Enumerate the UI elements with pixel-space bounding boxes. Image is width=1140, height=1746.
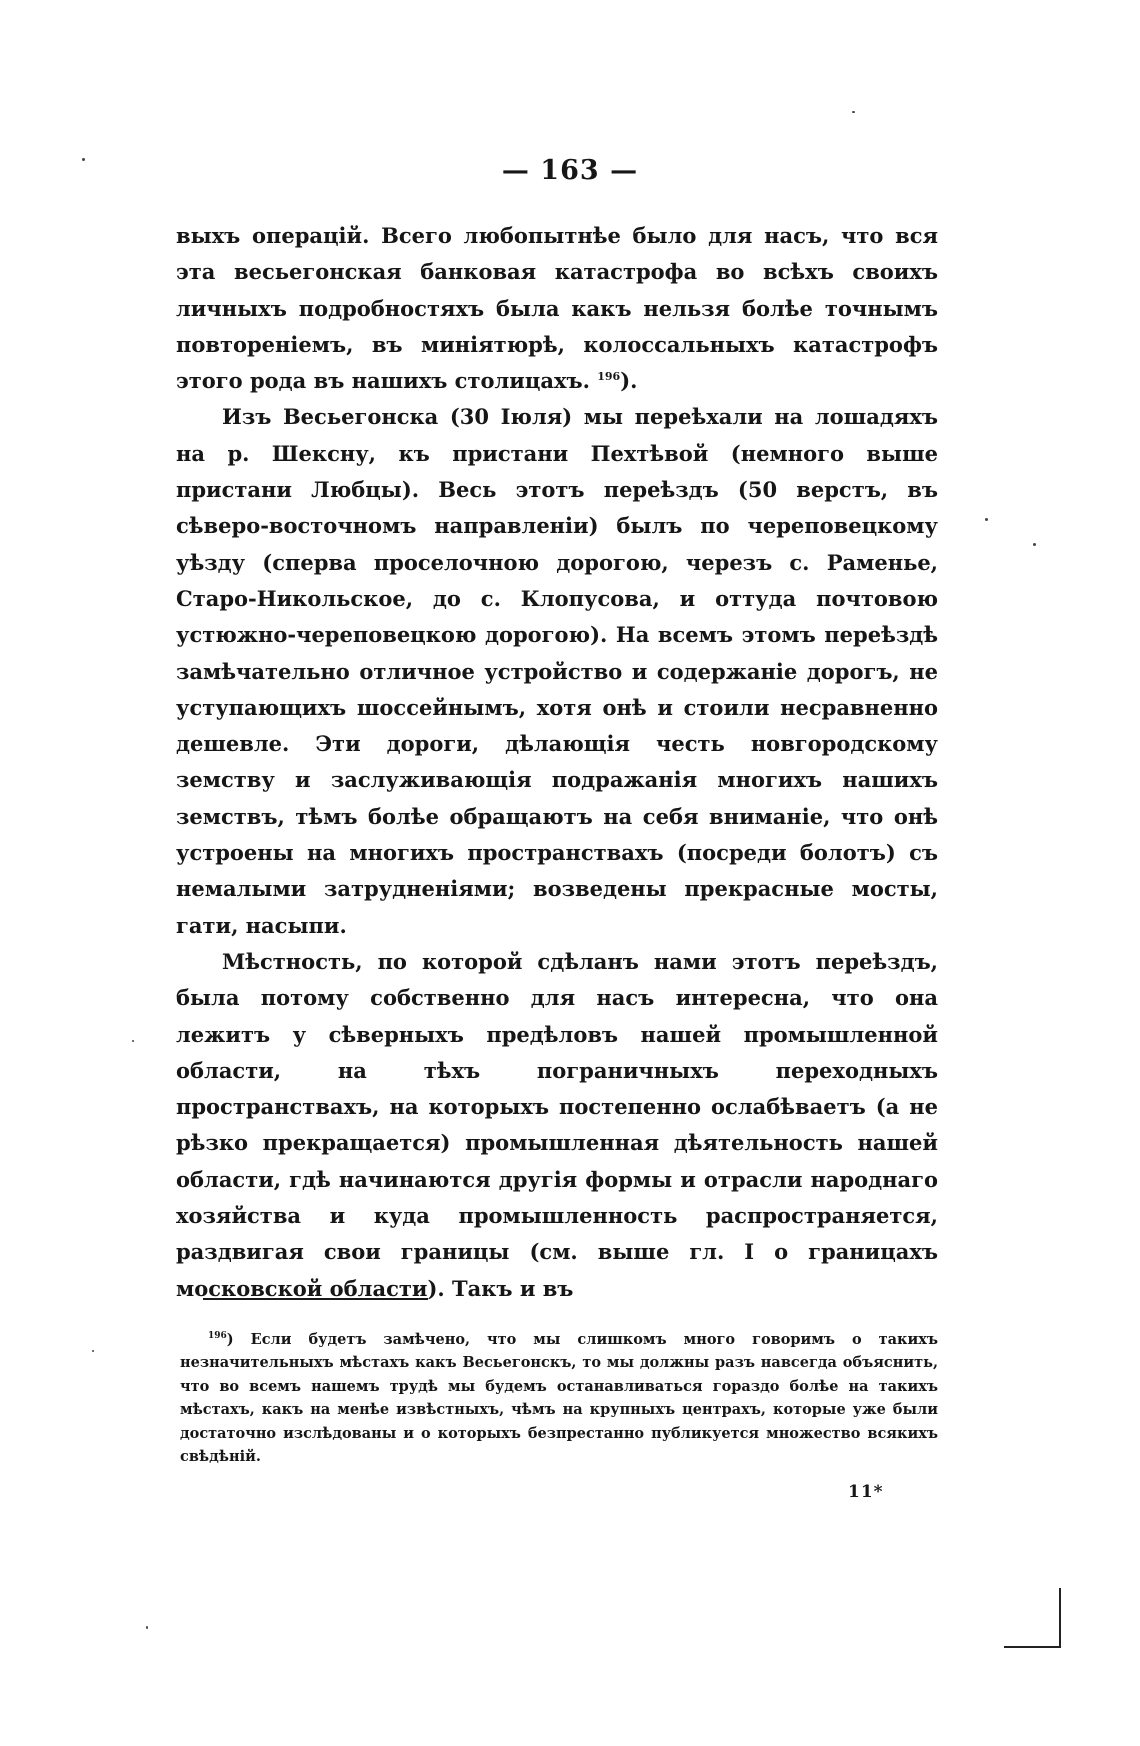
paragraph-3: Мѣстность, по которой сдѣланъ нами этотъ переѣздъ, была потому собственно для насъ интересна, что она лежитъ у сѣверныхъ предѣловъ нашей промышленной области, на тѣхъ пограничныхъ переходныхъ пространствахъ, на которыхъ постепенно ослабѣваетъ (а не рѣзко прекращается) промышленная дѣятельность нашей области, гдѣ начинаются другія формы и отрасли народнаго хозяйства и куда промышленность распространяется, раздвигая свои границы (см. выше гл. I о границахъ московской области). Такъ и въ	[176, 948, 938, 1301]
scan-speck	[92, 1350, 94, 1352]
scan-speck	[132, 1040, 134, 1042]
scan-corner-mark	[1004, 1588, 1061, 1648]
scan-speck	[985, 518, 988, 521]
scan-speck	[146, 1626, 148, 1629]
paragraph-1-closing: ).	[620, 368, 638, 394]
paragraph-2: Изъ Весьегонска (30 Іюля) мы переѣхали на лошадяхъ на р. Шексну, къ пристани Пехтѣвой (немного выше пристани Любцы). Весь этотъ переѣздъ (50 верстъ, въ сѣверо-восточномъ направленіи) былъ по череповецкому уѣзду (сперва проселочною дорогою, черезъ с. Раменье, Старо-Никольское, до с. Клопусова, и оттуда почтовою устюжно-череповецкою дорогою). На всемъ этомъ переѣздѣ замѣчательно отличное устройство и содержаніе дорогъ, не уступающихъ шоссейнымъ, хотя онѣ и стоили несравненно дешевле. Эти дороги, дѣлающія честь новгородскому земству и заслуживающія подражанія многихъ нашихъ земствъ, тѣмъ болѣе обращаютъ на себя вниманіе, что онѣ устроены на многихъ пространствахъ (посреди болотъ) съ немалыми затрудненіями; возведены прекрасные мосты, гати, насыпи.	[176, 404, 938, 938]
footnote-reference[interactable]: 196	[597, 370, 621, 384]
page-number: — 163 —	[501, 155, 639, 186]
paragraph-1	[176, 218, 938, 399]
scan-speck	[852, 111, 855, 113]
footnote-divider	[203, 1298, 428, 1300]
paragraph-1-text: выхъ операцій. Всего любопытнѣе было для насъ, что вся эта весьегонская банковая катастрофа во всѣхъ своихъ личныхъ подробностяхъ была какъ нельзя болѣе точнымъ повтореніемъ, въ миніятюрѣ, колоссальныхъ катастрофъ этого рода въ нашихъ столицахъ.	[176, 223, 938, 394]
scan-speck	[1033, 543, 1036, 546]
footnote-number: 196	[208, 1331, 227, 1342]
footnote	[180, 1328, 938, 1468]
scan-speck	[82, 158, 85, 161]
printer-signature-mark: 11*	[848, 1482, 884, 1502]
footnote-text: ) Если будетъ замѣчено, что мы слишкомъ много говоримъ о такихъ незначительныхъ мѣстахъ какъ Весьегонскъ, то мы должны разъ навсегда объяснить, что во всемъ нашемъ трудѣ мы будемъ останавливаться гораздо болѣе на такихъ мѣстахъ, какъ на менѣе извѣстныхъ, чѣмъ на крупныхъ центрахъ, которые уже были достаточно изслѣдованы и о которыхъ безпрестанно публикуется множество всякихъ свѣдѣній.	[180, 1331, 938, 1466]
main-text	[176, 218, 938, 1307]
